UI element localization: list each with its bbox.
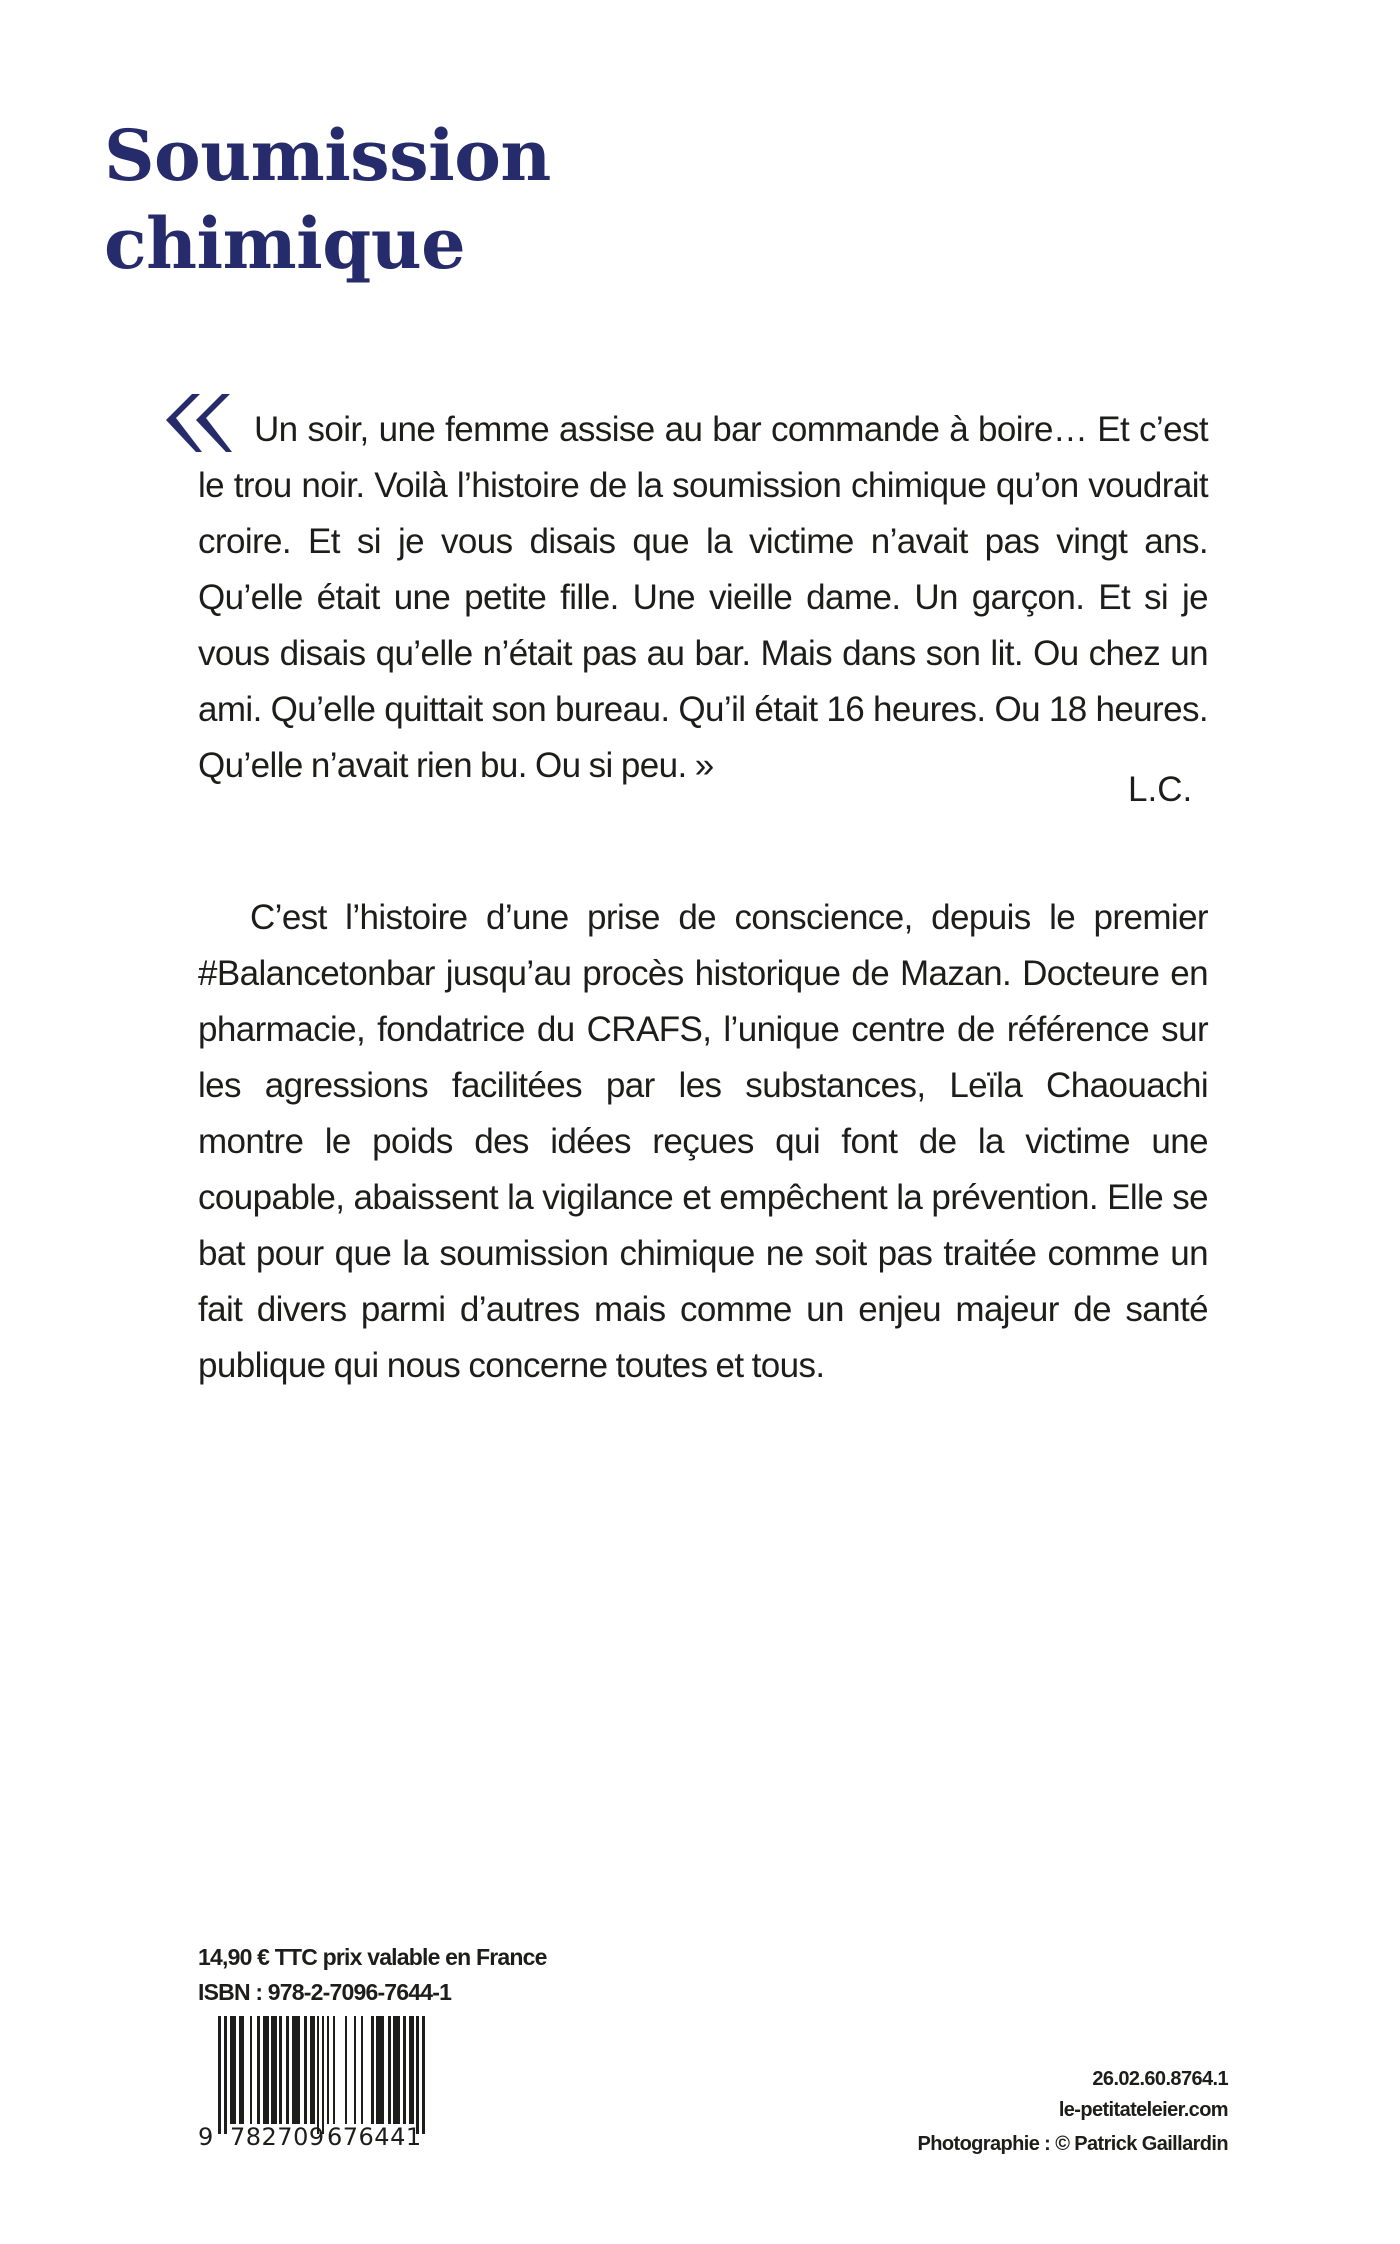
quote-block [198,402,1208,794]
quote-text: Un soir, une femme assise au bar commande à boire… Et c’est le trou noir. Voilà l’histoire de la soumission chimique qu’on voudrait croire. Et si je vous disais que la victime n’avait pas vingt ans. Qu’elle était une petite fille. Une vieille dame. Un garçon. Et si je vous disais qu’elle n’était pas au bar. Mais dans son lit. Ou chez un ami. Qu’elle quittait son bureau. Qu’il était 16 heures. Ou 18 heures. Qu’elle n’avait rien bu. Ou si peu. » [198,410,1208,785]
blurb-text: C’est l’histoire d’une prise de conscience, depuis le premier #Balancetonbar jusqu’au procès historique de Mazan. Docteure en pharmacie, fondatrice du CRAFS, l’unique centre de référence sur les agressions facilitées par les substances, Leïla Chaouachi montre le poids des idées reçues qui font de la victime une coupable, abaissent la vigilance et empêchent la prévention. Elle se bat pour que la soumission chimique ne soit pas traitée comme un fait divers parmi d’autres mais comme un enjeu majeur de santé publique qui nous concerne toutes et tous. [198,898,1208,1385]
isbn-barcode [196,2016,486,2151]
product-code: 26.02.60.8764.1 [1092,2068,1228,2090]
isbn-label: ISBN : 978-2-7096-7644-1 [198,1979,452,2005]
barcode-digits [196,2122,486,2152]
book-title [104,112,551,288]
photo-credit: Photographie : © Patrick Gaillardin [917,2133,1228,2155]
publisher-website: le-petitateleier.com [1058,2099,1228,2121]
price-isbn-block [198,1940,547,2010]
book-title-line-1: Soumission [104,114,551,197]
blurb-block [198,890,1208,1394]
barcode-digits-left: 782709 [230,2123,325,2151]
barcode-digits-right: 676441 [327,2123,422,2151]
publisher-credits [918,2093,1228,2161]
quote-signature: L.C. [1128,770,1193,809]
price-label: 14,90 € TTC prix valable en France [198,1944,547,1970]
barcode-digit-first: 9 [198,2123,214,2151]
book-title-line-2: chimique [104,202,466,285]
